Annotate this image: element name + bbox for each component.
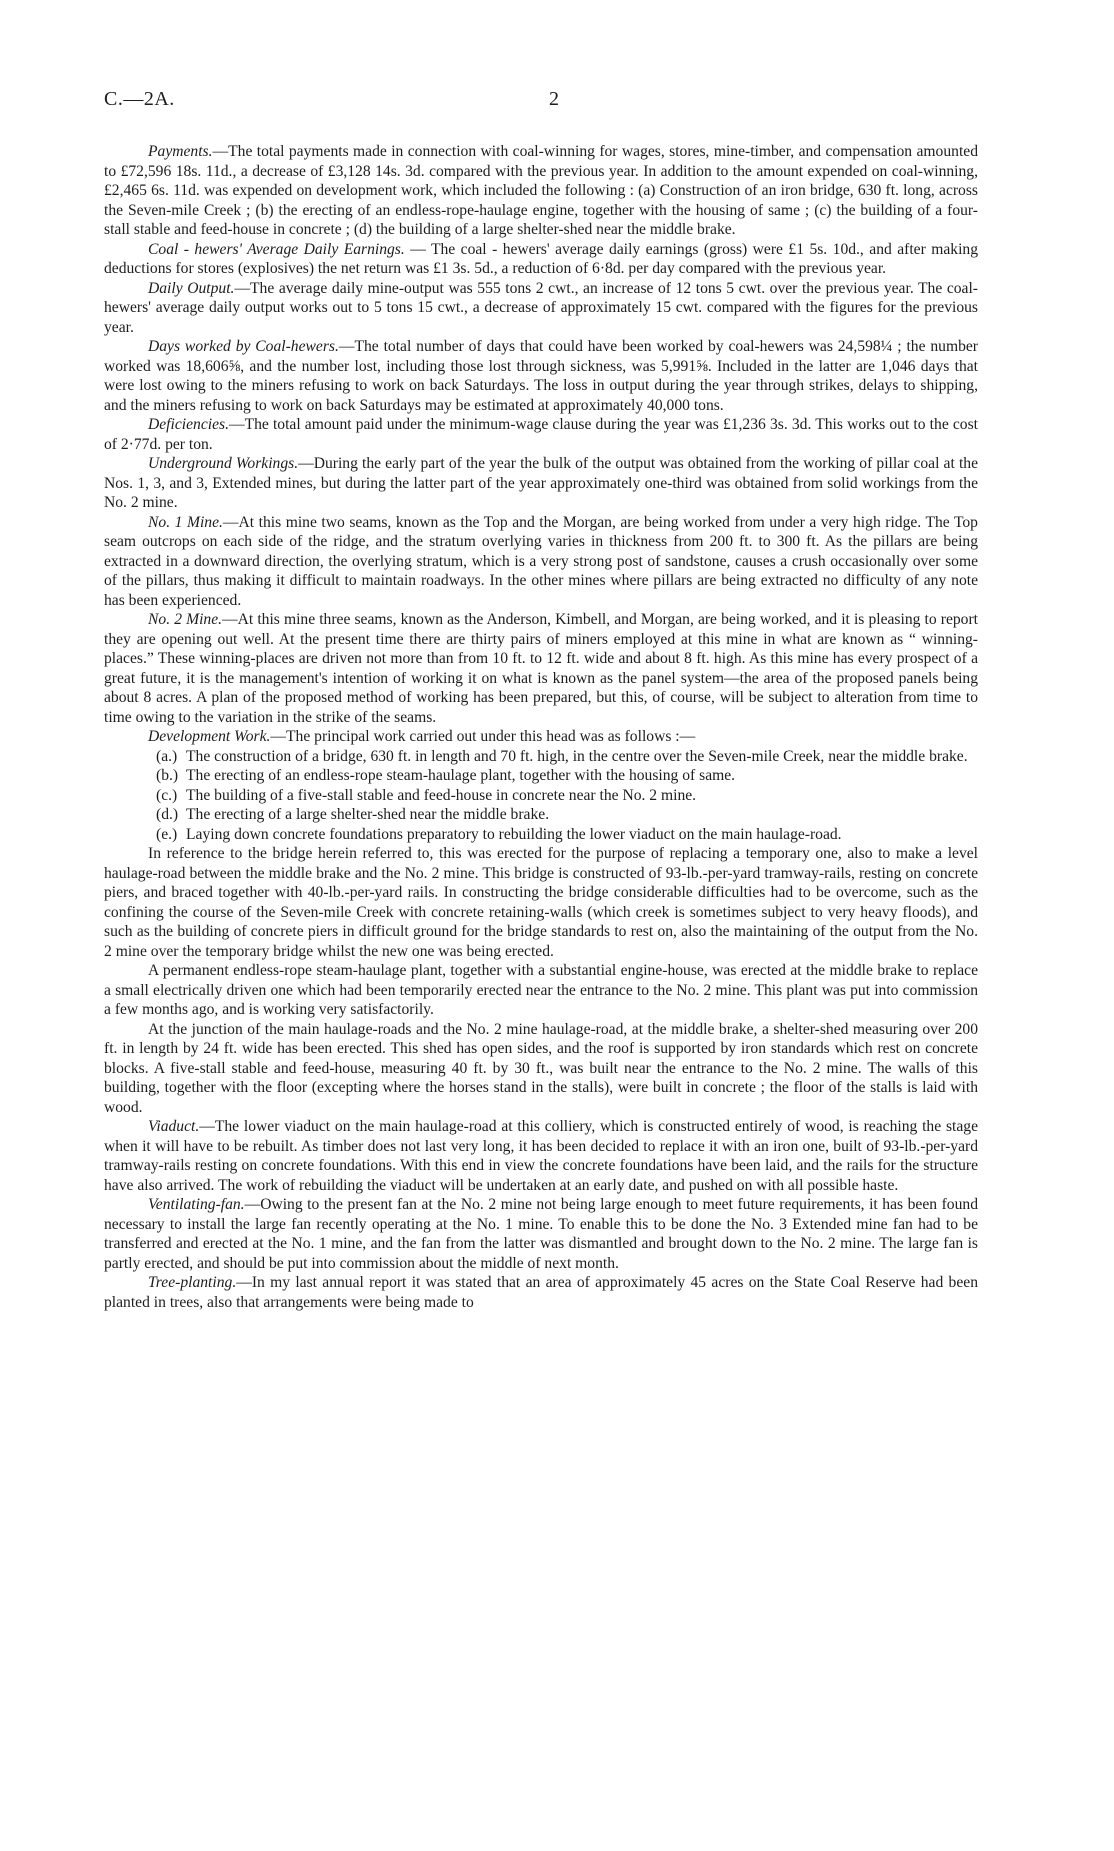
paragraph-daily-output	[104, 279, 978, 338]
section-text: —The principal work carried out under this head was as follows :—	[270, 728, 696, 745]
section-text: —The total number of days that could have been worked by coal-hewers was 24,598¼ ; the number worked was 18,606⅝, and the number lost, including those lost through sickness, was 5,991⅝. Included in the latter are 1,046 days that were lost owing to the miners refusing to work on back Saturdays. The loss in output during the year through strikes, delays to shipping, and the miners refusing to work on back Saturdays may be estimated at approximately 40,000 tons.	[104, 338, 978, 414]
list-item-text: Laying down concrete foundations preparatory to rebuilding the lower viaduct on the main haulage-road.	[186, 825, 842, 843]
paragraph-no2-mine	[104, 610, 978, 727]
list-marker: (b.)	[156, 767, 179, 784]
list-item	[104, 825, 978, 845]
list-marker: (c.)	[156, 786, 178, 804]
section-text: — The coal - hewers' average daily earnings (gross) were £1 5s. 10d., and after making deductions for stores (explosives) the net return was £1 3s. 5d., a reduction of 6·8d. per day compared with the previous year.	[104, 240, 979, 277]
paragraph-payments	[104, 142, 978, 240]
paragraph-ventilating-fan	[104, 1195, 978, 1273]
section-heading: Payments.	[148, 143, 213, 160]
section-heading: Coal - hewers' Average Daily Earnings.	[148, 240, 405, 258]
paragraph-days-worked	[104, 337, 978, 415]
page-header	[104, 88, 1004, 118]
list-marker: (d.)	[156, 806, 179, 823]
section-heading: Underground Workings.	[148, 455, 299, 472]
paragraph-shelter-shed: At the junction of the main haulage-roads and the No. 2 mine haulage-road, at the middle brake, a shelter-shed measuring over 200 ft. in length by 24 ft. wide has been erected. This shed has open sides, and the roof is supported by iron standards which rest on concrete blocks. A five-stall stable and feed-house, measuring 40 ft. by 30 ft., was built near the entrance to the No. 2 mine. The walls of this building, together with the floor (excepting where the horses stand in the stalls), were built in concrete ; the floor of the stalls is laid with wood.	[104, 1020, 978, 1116]
document-body	[104, 142, 978, 1312]
paragraph-bridge: In reference to the bridge herein referred to, this was erected for the purpose of replacing a temporary one, also to make a level haulage-road between the middle brake and the No. 2 mine. This bridge is constructed of 93-lb.-per-yard tramway-rails, resting on concrete piers, and braced together with 40-lb.-per-yard rails. In constructing the bridge considerable difficulties had to be overcome, such as the confining the course of the Seven-mile Creek with concrete retaining-walls (which creek is sometimes subject to very heavy floods), and such as the building of concrete piers in difficult ground for the bridge standards to rest on, also the maintaining of the output from the No. 2 mine over the temporary bridge whilst the new one was being erected.	[104, 845, 978, 960]
paragraph-development-work	[104, 727, 978, 747]
document-reference: C.—2A.	[104, 88, 175, 110]
list-item-text: The building of a five-stall stable and feed-house in concrete near the No. 2 mine.	[186, 786, 697, 804]
section-text: —At this mine three seams, known as the Anderson, Kimbell, and Morgan, are being worked, and it is pleasing to report they are opening out well. At the present time there are thirty pairs of miners employed at this mine in what are known as “ winning-places.” These winning-places are driven not more than from 10 ft. to 12 ft. wide and about 8 ft. high. As this mine has every prospect of a great future, it is the management's intention of working it on what is known as the panel system—the area of the proposed panels being about 8 acres. A plan of the proposed method of working has been prepared, but this, of course, will be subject to alteration from time to time owing to the variation in the strike of the seams.	[104, 611, 978, 726]
list-item	[104, 766, 978, 786]
section-heading: Viaduct.	[148, 1118, 200, 1135]
section-heading: Ventilating-fan.	[148, 1196, 245, 1213]
section-text: —The total amount paid under the minimum-wage clause during the year was £1,236 3s. 3d. This works out to the cost of 2·77d. per ton.	[104, 416, 978, 453]
list-marker: (a.)	[156, 747, 178, 765]
list-item	[104, 786, 978, 806]
paragraph-deficiencies	[104, 415, 978, 454]
section-text: —The average daily mine-output was 555 tons 2 cwt., an increase of 12 tons 5 cwt. over the previous year. The coal-hewers' average daily output works out to 5 tons 15 cwt., a decrease of approximately 15 cwt. compared with the figures for the previous year.	[104, 279, 978, 336]
list-marker: (e.)	[156, 825, 178, 843]
section-text: —The total payments made in connection with coal-winning for wages, stores, mine-timber, and compensation amounted to £72,596 18s. 11d., a decrease of £3,128 14s. 3d. compared with the previous year. In addition to the amount expended on coal-winning, £2,465 6s. 11d. was expended on development work, which included the following : (a) Construction of an iron bridge, 630 ft. long, across the Seven-mile Creek ; (b) the erecting of an endless-rope-haulage engine, together with the housing of same ; (c) the building of a four-stall stable and feed-house in concrete ; (d) the building of a large shelter-shed near the middle brake.	[104, 143, 978, 238]
paragraph-underground-workings	[104, 454, 978, 513]
list-item-text: The erecting of an endless-rope steam-haulage plant, together with the housing of same.	[186, 767, 736, 784]
list-item	[104, 805, 978, 825]
section-heading: Development Work.	[148, 728, 271, 745]
section-heading: No. 1 Mine.	[148, 513, 223, 531]
section-text: —The lower viaduct on the main haulage-road at this colliery, which is constructed entirely of wood, is reaching the stage when it will have to be rebuilt. As timber does not last very long, it has been decided to replace it with an iron one, built of 93-lb.-per-yard tramway-rails resting on concrete foundations. With this end in view the concrete foundations have been laid, and the rails for the structure have also arrived. The work of rebuilding the viaduct will be undertaken at an early date, and pushed on with all possible haste.	[104, 1118, 978, 1194]
paragraph-no1-mine	[104, 513, 978, 611]
section-text: —At this mine two seams, known as the Top and the Morgan, are being worked from under a very high ridge. The Top seam outcrops on each side of the ridge, and the stratum overlying varies in thickness from 200 ft. to 300 ft. As the pillars are being extracted in a downward direction, the overlying stratum, which is a very strong post of sandstone, causes a crush occasionally over some of the pillars, thus making it difficult to maintain roadways. In the other mines where pillars are being extracted no difficulty of any note has been experienced.	[104, 513, 978, 609]
paragraph-tree-planting	[104, 1273, 978, 1312]
section-text: —During the early part of the year the bulk of the output was obtained from the working of pillar coal at the Nos. 1, 3, and 3, Extended mines, but during the latter part of the year approximately one-third was obtained from solid workings from the No. 2 mine.	[104, 455, 978, 511]
list-item-text: The erecting of a large shelter-shed near the middle brake.	[186, 806, 550, 823]
development-list	[104, 747, 978, 845]
section-heading: Tree-planting.	[148, 1274, 237, 1291]
paragraph-average-daily-earnings	[104, 240, 978, 279]
section-heading: Days worked by Coal-hewers.	[148, 338, 339, 355]
section-text: —Owing to the present fan at the No. 2 mine not being large enough to meet future requirements, it has been found necessary to install the large fan recently operating at the No. 1 mine. To enable this to be done the No. 3 Extended mine fan had to be transferred and erected at the No. 1 mine, and the fan from the latter was dismantled and brought down to the No. 2 mine. The large fan is partly erected, and should be put into commission about the middle of next month.	[104, 1196, 978, 1272]
section-heading: Deficiencies.	[148, 416, 229, 433]
section-heading: Daily Output.	[148, 279, 235, 297]
section-text: —In my last annual report it was stated that an area of approximately 45 acres on the State Coal Reserve had been planted in trees, also that arrangements were being made to	[104, 1274, 978, 1311]
section-heading: No. 2 Mine.	[148, 611, 223, 628]
list-item	[104, 747, 978, 767]
list-item-text: The construction of a bridge, 630 ft. in length and 70 ft. high, in the centre over the Seven-mile Creek, near the middle brake.	[186, 747, 968, 765]
paragraph-haulage-plant: A permanent endless-rope steam-haulage plant, together with a substantial engine-house, was erected at the middle brake to replace a small electrically driven one which had been temporarily erected near the entrance to the No. 2 mine. This plant was put into commission a few months ago, and is working very satisfactorily.	[104, 962, 978, 1018]
paragraph-viaduct	[104, 1117, 978, 1195]
page-number: 2	[549, 88, 559, 110]
